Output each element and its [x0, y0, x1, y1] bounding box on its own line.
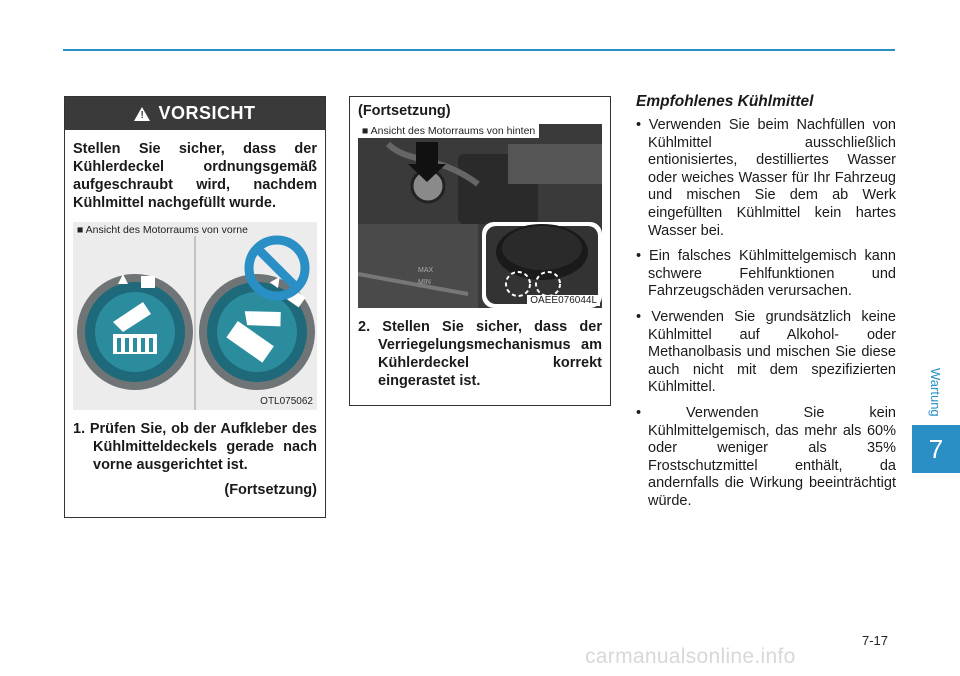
svg-text:MIN: MIN: [418, 279, 431, 286]
svg-text:MAX: MAX: [418, 267, 434, 274]
cap-correct-icon: [77, 274, 193, 390]
chapter-tab: 7: [912, 425, 960, 473]
warning-header: [65, 97, 325, 130]
rear-view-code: OAEE076044L: [527, 295, 600, 306]
bullet-item: • Verwenden Sie grundsätzlich keine Kühlmittel auf Alkohol- oder Methanolbasis und mischen Sie diese auch nicht mit dem spezifizierten Kühlmittel.: [636, 308, 896, 396]
rear-view-caption: ■ Ansicht des Motorraums von hinten: [358, 124, 539, 138]
page-number: 7-17: [862, 633, 889, 648]
warning-box: [64, 96, 326, 518]
continuation-title: (Fortsetzung): [358, 103, 451, 119]
step-1: 1. Prüfen Sie, ob der Aufkleber des Kühlmitteldeckels gerade nach vorne ausgerichtet ist.: [73, 421, 317, 473]
top-rule: [63, 49, 895, 51]
bullet-item: • Verwenden Sie beim Nachfüllen von Kühlmittel ausschließlich entionisiertes, destilliertes Wasser oder weiches Wasser für Ihr Fahrzeug und mischen Sie dem ab Werk eingefüllten Kühlmittel kein hartes Wasser bei.: [636, 117, 896, 239]
coolant-cap-illustration: [73, 222, 317, 410]
front-view-image: [73, 222, 317, 410]
recommended-coolant-section: [634, 93, 896, 518]
engine-bay-illustration: [358, 124, 602, 308]
watermark: carmanualsonline.info: [585, 645, 796, 668]
front-view-caption: ■ Ansicht des Motorraums von vorne: [77, 224, 248, 236]
bullet-item: • Ein falsches Kühlmittelgemisch kann schwere Fehlfunktionen und Fahrzeugschäden verursachen.: [636, 248, 896, 300]
warning-triangle-icon: !: [134, 107, 150, 121]
continuation-box: [349, 96, 611, 406]
step-2: 2. Stellen Sie sicher, dass der Verriegelungsmechanismus am Kühlerdeckel korrekt eingerastet ist.: [358, 319, 602, 389]
rear-view-image: [358, 124, 602, 308]
section-title: Empfohlenes Kühlmittel: [636, 93, 814, 110]
bullet-item: • Verwenden Sie kein Kühlmittelgemisch, das mehr als 60% oder weniger als 35% Frostschutzmittel enthält, da andernfalls die Wirkung beeinträchtigt würde.: [636, 404, 896, 509]
continued-label: (Fortsetzung): [224, 482, 317, 498]
warning-text: Stellen Sie sicher, dass der Kühlerdeckel ordnungsgemäß aufgeschraubt wird, nachdem Kühlmittel nachgefüllt wurde.: [73, 141, 317, 211]
front-view-code: OTL075062: [260, 396, 313, 407]
chapter-label: Wartung: [928, 368, 943, 417]
warning-title: VORSICHT: [158, 103, 256, 123]
